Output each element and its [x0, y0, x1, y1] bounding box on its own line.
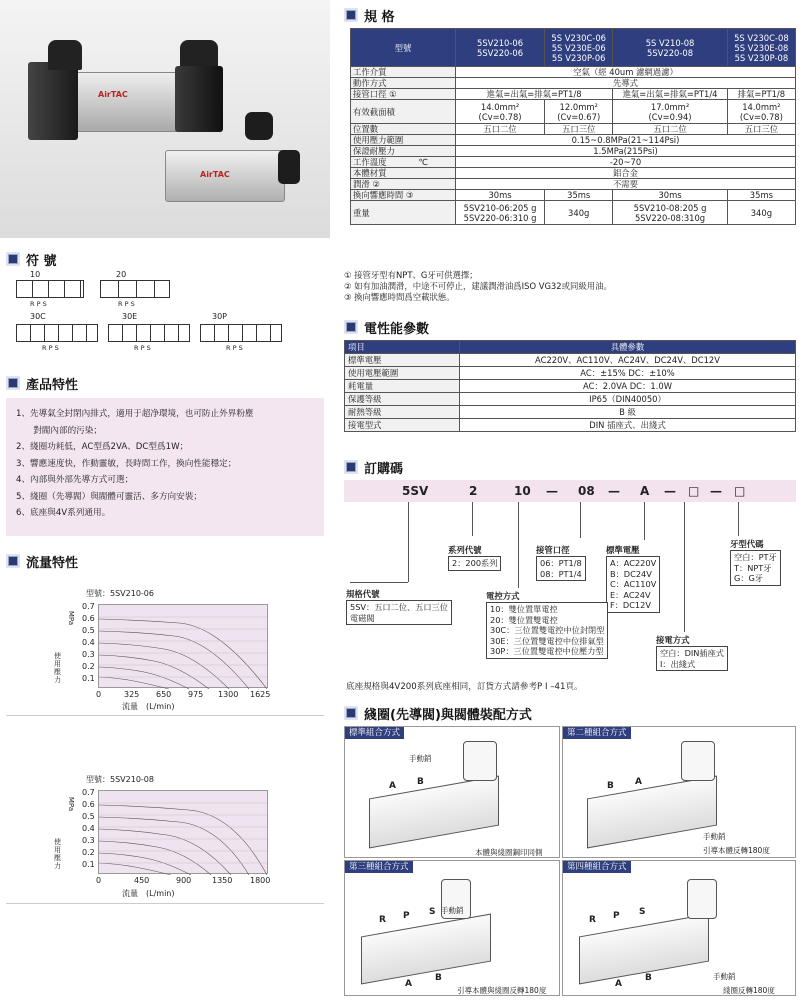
- flow-chart-1-plot: [98, 604, 268, 688]
- symbol-label-30c: 30C: [30, 312, 46, 321]
- table-row: [351, 179, 796, 190]
- section-square-icon: [344, 460, 358, 474]
- y-tick: 0.7: [82, 602, 95, 611]
- table-row: [351, 146, 796, 157]
- symbol-30e-ports: R P S: [134, 344, 151, 352]
- symbol-20-diagram: [100, 280, 170, 298]
- spec-notes: [344, 270, 612, 303]
- product-photo: [0, 0, 330, 238]
- table-row: [345, 367, 796, 380]
- section-square-icon: [344, 320, 358, 334]
- y-tick: 0.6: [82, 800, 95, 809]
- symbols-section-title: 符 號: [6, 250, 57, 268]
- symbol-10-ports: R P S: [30, 300, 47, 308]
- port-label-a: A: [615, 979, 622, 989]
- assembly-section-title: 綫圈(先導閥)與閥體裝配方式: [344, 704, 532, 722]
- section-square-icon: [6, 252, 20, 266]
- order-section-title: 訂購碼: [344, 458, 403, 476]
- table-cell: 接管口徑 ①: [351, 89, 456, 100]
- table-cell: B 級: [460, 406, 796, 419]
- x-tick-origin: 0: [96, 690, 102, 699]
- symbol-20-ports: R P S: [118, 300, 135, 308]
- table-row: [345, 380, 796, 393]
- x-tick: 1800: [250, 876, 271, 885]
- table-cell: 耗電量: [345, 380, 460, 393]
- table-cell: 位置數: [351, 124, 456, 135]
- table-row: [345, 341, 796, 354]
- y-tick: 0.3: [82, 836, 95, 845]
- x-tick: 450: [134, 876, 150, 885]
- table-cell: 使用壓力範圍: [351, 135, 456, 146]
- table-row: [345, 406, 796, 419]
- assembly-caption: 引導本體與綫圈反轉180度: [457, 986, 547, 995]
- assembly-caption: 綫圈反轉180度: [723, 986, 775, 995]
- coil-drawing: [463, 741, 497, 781]
- port-code-head: 接管口徑: [536, 545, 570, 555]
- flow-section-title: 流量特性: [6, 552, 78, 570]
- assembly-panel-header: 標準組合方式: [345, 727, 404, 739]
- coil-connector-small-left: [245, 112, 273, 140]
- code-part: 2: [469, 484, 478, 498]
- spec-code-box: 5SV：五口二位、五口三位 電磁閥: [346, 600, 452, 625]
- table-cell: 14.0mm² (Cv=0.78): [456, 100, 545, 124]
- note-line: ③ 換向響應時間爲空載狀態。: [344, 292, 455, 302]
- section-square-icon: [344, 706, 358, 720]
- series-code-box: 2：200系列: [448, 556, 501, 571]
- x-tick-origin: 0: [96, 876, 102, 885]
- table-cell: 五口二位: [613, 124, 727, 135]
- features-section-title: 產品特性: [6, 374, 78, 392]
- code-part: —: [664, 484, 676, 498]
- model-col-2: 5S V230C-06 5S V230E-06 5S V230P-06: [545, 29, 613, 67]
- manual-pin-label: 手動銷: [409, 754, 432, 763]
- y-tick: 0.5: [82, 626, 95, 635]
- port-label-r: R: [379, 915, 386, 925]
- y-tick: 0.2: [82, 662, 95, 671]
- x-tick: 900: [176, 876, 192, 885]
- table-row: [351, 67, 796, 78]
- port-label-p: P: [613, 911, 620, 921]
- symbol-label-30p: 30P: [212, 312, 228, 321]
- voltage-code-box: A：AC220V B：DC24V C：AC110V E：AC24V F：DC12V: [606, 556, 660, 613]
- x-tick: 1350: [212, 876, 233, 885]
- code-part: □: [734, 484, 746, 498]
- x-tick: 325: [124, 690, 140, 699]
- table-row: [351, 190, 796, 201]
- table-cell: 空氣（經 40um 濾網過濾）: [456, 67, 796, 78]
- table-cell: 換向響應時間 ③: [351, 190, 456, 201]
- feature-line: 6、底座與4V系列通用。: [16, 508, 111, 518]
- port-label-s: S: [429, 907, 436, 917]
- table-cell: 排氣=PT1/8: [727, 89, 795, 100]
- voltage-code-head: 標準電壓: [606, 545, 640, 555]
- table-row: [345, 419, 796, 432]
- code-part: —: [546, 484, 558, 498]
- feature-line: 5、綫圈（先導閥）與閥體可靈活、多方向安裝；: [16, 491, 202, 502]
- manual-pin-label: 手動銷: [441, 906, 464, 915]
- note-line: ① 接管牙型有NPT、G牙可供選擇；: [344, 270, 478, 280]
- coil-connector-small-right: [278, 150, 300, 184]
- symbol-30e-diagram: [108, 324, 190, 342]
- section-square-icon: [6, 376, 20, 390]
- y-tick: 0.3: [82, 650, 95, 659]
- coil-drawing: [687, 879, 717, 919]
- x-tick: 1625: [250, 690, 271, 699]
- table-cell: 保護等級: [345, 393, 460, 406]
- port-label-p: P: [403, 911, 410, 921]
- x-tick: 1300: [218, 690, 239, 699]
- table-row: [351, 78, 796, 89]
- x-tick: 975: [188, 690, 204, 699]
- feature-line: 對閥內部的污染；: [16, 425, 102, 436]
- valve-drawing: [579, 914, 709, 985]
- table-cell: -20~70: [456, 157, 796, 168]
- connect-code-head: 接電方式: [656, 635, 690, 645]
- manual-pin-label: 手動銷: [713, 972, 736, 981]
- y-tick: 0.7: [82, 788, 95, 797]
- assembly-panel-third: [344, 860, 560, 996]
- port-label-s: S: [639, 907, 646, 917]
- table-cell: 1.5MPa(215Psi): [456, 146, 796, 157]
- coil-connector-top-left: [48, 40, 82, 70]
- code-part: —: [710, 484, 722, 498]
- table-cell: 35ms: [545, 190, 613, 201]
- flow-chart-1-model: 型號：5SV210-06: [86, 589, 154, 598]
- flow-chart-2-ylabel: 使用壓力: [54, 838, 61, 870]
- table-cell: 35ms: [727, 190, 795, 201]
- table-cell: 30ms: [613, 190, 727, 201]
- port-label-b: B: [645, 973, 652, 983]
- control-code-head: 電控方式: [486, 591, 520, 601]
- code-part: 10: [514, 484, 531, 498]
- model-header: 型號: [351, 29, 456, 67]
- table-cell: AC220V、AC110V、AC24V、DC24V、DC12V: [460, 354, 796, 367]
- control-code-box: 10：雙位置單電控 20：雙位置雙電控 30C：三位置雙電控中位封閉型 30E：三位置雙電控中位排氣型 30P：三位置雙電控中位壓力型: [486, 602, 608, 659]
- symbol-label-20: 20: [116, 270, 127, 279]
- feature-line: 4、內部與外部先導方式可選；: [16, 475, 134, 485]
- manual-pin-label: 手動銷: [703, 832, 726, 841]
- assembly-panel-header: 第三種組合方式: [345, 861, 413, 873]
- order-code-bar: [344, 480, 796, 502]
- model-col-3: 5S V210-08 5SV220-08: [613, 29, 727, 67]
- coil-drawing: [681, 741, 715, 781]
- table-row: [351, 201, 796, 225]
- spec-section-title: 規 格: [344, 6, 395, 24]
- table-cell: AC：±15% DC：±10%: [460, 367, 796, 380]
- flow-chart-2-panel: [6, 764, 324, 904]
- y-tick: 0.6: [82, 614, 95, 623]
- assembly-panel-header: 第二種組合方式: [563, 727, 631, 739]
- series-code-head: 系列代號: [448, 545, 482, 555]
- port-label-a: A: [635, 777, 642, 787]
- table-cell: 工作溫度 ℃: [351, 157, 456, 168]
- table-cell: 五口二位: [456, 124, 545, 135]
- feature-line: 1、先導氣全封閉內排式，適用于超净環境，也可防止外界粉塵: [16, 409, 254, 419]
- table-cell: 保證耐壓力: [351, 146, 456, 157]
- table-cell: 工作介質: [351, 67, 456, 78]
- table-cell: 先導式: [456, 78, 796, 89]
- features-panel: [6, 398, 324, 536]
- y-tick: 0.4: [82, 638, 95, 647]
- table-cell: 17.0mm² (Cv=0.94): [613, 100, 727, 124]
- table-cell: 動作方式: [351, 78, 456, 89]
- flow-chart-2-unit: MPa: [67, 796, 76, 812]
- code-part: 08: [578, 484, 595, 498]
- table-cell: 有效截面積: [351, 100, 456, 124]
- symbol-30p-diagram: [200, 324, 282, 342]
- flow-chart-1-unit: MPa: [67, 610, 76, 626]
- flow-chart-1-panel: [6, 574, 324, 716]
- table-cell: 耐熱等級: [345, 406, 460, 419]
- table-cell: 使用電壓範圍: [345, 367, 460, 380]
- table-cell: 進氣=出氣=排氣=PT1/8: [456, 89, 613, 100]
- flow-chart-2-curves: [99, 791, 269, 875]
- table-cell: 進氣=出氣=排氣=PT1/4: [613, 89, 727, 100]
- table-cell: 340g: [545, 201, 613, 225]
- table-cell: 接電型式: [345, 419, 460, 432]
- table-row: [351, 100, 796, 124]
- section-square-icon: [344, 8, 358, 22]
- table-cell: 本體材質: [351, 168, 456, 179]
- brand-label-small: AirTAC: [200, 170, 230, 179]
- table-row: [351, 157, 796, 168]
- table-cell: 潤滑 ②: [351, 179, 456, 190]
- x-tick: 650: [156, 690, 172, 699]
- port-label-a: A: [405, 979, 412, 989]
- code-part: —: [608, 484, 620, 498]
- port-label-r: R: [589, 915, 596, 925]
- thread-code-box: 空白：PT牙 T：NPT牙 G：G牙: [730, 550, 781, 586]
- code-part: A: [640, 484, 650, 498]
- feature-line: 2、綫圈功耗低，AC型爲2VA、DC型爲1W；: [16, 442, 189, 452]
- table-cell: 12.0mm² (Cv=0.67): [545, 100, 613, 124]
- y-tick: 0.4: [82, 824, 95, 833]
- port-label-b: B: [417, 777, 424, 787]
- section-square-icon: [6, 554, 20, 568]
- assembly-caption: 本體與綫圈鋼印同側: [475, 848, 543, 857]
- note-line: ② 如有加油潤滑，中途不可停止，建議潤滑油爲ISO VG32或同級用油。: [344, 281, 612, 291]
- table-cell: IP65（DIN40050）: [460, 393, 796, 406]
- table-cell: DIN 插座式、出綫式: [460, 419, 796, 432]
- table-cell: 項目: [345, 341, 460, 354]
- flow-chart-2-xlabel: 流量 (L/min): [122, 889, 175, 898]
- table-row: [351, 89, 796, 100]
- connect-code-box: 空白：DIN插座式 I：出綫式: [656, 646, 728, 671]
- y-tick: 0.1: [82, 674, 95, 683]
- assembly-panel-header: 第四種組合方式: [563, 861, 631, 873]
- table-cell: 標準電壓: [345, 354, 460, 367]
- spec-table: [350, 28, 796, 225]
- y-tick: 0.1: [82, 860, 95, 869]
- flow-chart-1-xlabel: 流量 (L/min): [122, 702, 175, 711]
- spec-code-head: 規格代號: [346, 589, 380, 599]
- thread-code-head: 牙型代碼: [730, 539, 764, 549]
- table-row: [345, 354, 796, 367]
- flow-chart-2-plot: [98, 790, 268, 874]
- port-label-b: B: [435, 973, 442, 983]
- table-cell: 5SV210-06:205 g 5SV220-06:310 g: [456, 201, 545, 225]
- table-cell: 5SV210-08:205 g 5SV220-08:310g: [613, 201, 727, 225]
- table-cell: 五口三位: [727, 124, 795, 135]
- model-col-4: 5S V230C-08 5S V230E-08 5S V230P-08: [727, 29, 795, 67]
- symbols-area: [6, 270, 326, 362]
- coil-housing-left: [28, 62, 78, 140]
- table-cell: 鋁合金: [456, 168, 796, 179]
- code-part: 5SV: [402, 484, 429, 498]
- table-cell: 30ms: [456, 190, 545, 201]
- model-col-1: 5SV210-06 5SV220-06: [456, 29, 545, 67]
- table-cell: 0.15~0.8MPa(21~114Psi): [456, 135, 796, 146]
- symbol-30p-ports: R P S: [226, 344, 243, 352]
- symbol-30c-ports: R P S: [42, 344, 59, 352]
- flow-chart-1-curves: [99, 605, 269, 689]
- symbol-30c-diagram: [16, 324, 98, 342]
- y-tick: 0.5: [82, 812, 95, 821]
- symbol-label-10: 10: [30, 270, 41, 279]
- y-tick: 0.2: [82, 848, 95, 857]
- symbol-10-diagram: [16, 280, 84, 298]
- symbol-label-30e: 30E: [122, 312, 138, 321]
- code-part: □: [688, 484, 700, 498]
- port-label-a: A: [389, 781, 396, 791]
- port-label-b: B: [607, 781, 614, 791]
- coil-housing-right: [175, 66, 223, 132]
- table-row: [351, 124, 796, 135]
- table-cell: 340g: [727, 201, 795, 225]
- table-cell: 不需要: [456, 179, 796, 190]
- feature-line: 3、響應速度快，作動靈敏，長時間工作，換向性能穩定；: [16, 458, 237, 469]
- table-cell: 重量: [351, 201, 456, 225]
- table-row: [351, 29, 796, 67]
- table-cell: 五口三位: [545, 124, 613, 135]
- table-cell: AC：2.0VA DC：1.0W: [460, 380, 796, 393]
- assembly-caption: 引導本體反轉180度: [703, 846, 770, 855]
- assembly-panel-standard: [344, 726, 560, 858]
- order-note: 底座規格與4V200系列底座相同，訂貨方式請參考P I –41頁。: [346, 682, 583, 692]
- flow-chart-1-ylabel: 使用壓力: [54, 652, 61, 684]
- electrical-section-title: 電性能參數: [344, 318, 429, 336]
- assembly-panel-fourth: [562, 860, 796, 996]
- table-row: [345, 393, 796, 406]
- table-row: [351, 135, 796, 146]
- table-row: [351, 168, 796, 179]
- port-code-box: 06：PT1/8 08：PT1/4: [536, 556, 586, 581]
- electrical-table: [344, 340, 796, 432]
- flow-chart-2-model: 型號：5SV210-08: [86, 775, 154, 784]
- brand-label: AirTAC: [98, 90, 128, 99]
- assembly-panel-second: [562, 726, 796, 858]
- table-cell: 具體參數: [460, 341, 796, 354]
- table-cell: 14.0mm² (Cv=0.78): [727, 100, 795, 124]
